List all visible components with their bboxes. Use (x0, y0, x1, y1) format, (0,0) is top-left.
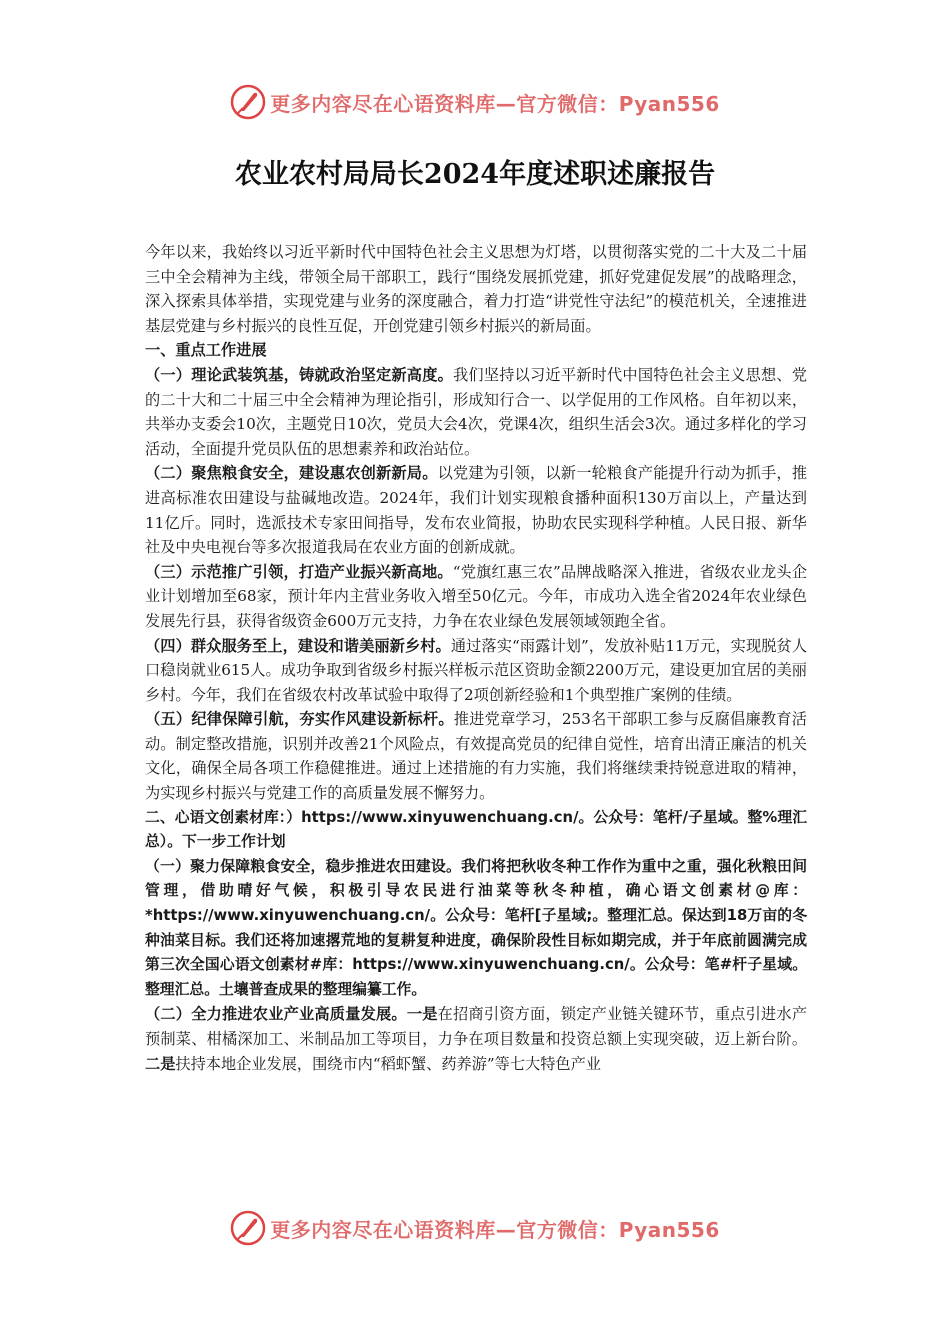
paragraph-7-keyword-2: 二是 (145, 1054, 176, 1073)
paragraph-2-body: 以党建为引领，以新一轮粮食产能提升行动为抓手，推进高标准农田建设与盐碱地改造。2024年，我们计划实现粮食播种面积130万亩以上，产量达到11亿斤。同时，选派技术专家田间指导，发布农业简报，协助农民实现科学种植。人民日报、新华社及中央电视台等多次报道我局在农业方面的创新成就。 (145, 464, 808, 557)
paragraph-4 (145, 634, 807, 708)
paragraph-1 (145, 363, 807, 461)
paragraph-5-body: 推进党章学习，253名干部职工参与反腐倡廉教育活动。制定整改措施，识别并改善21个风险点，有效提高党员的纪律自觉性，培育出清正廉洁的机关文化，确保全局各项工作稳健推进。通过上述措施的有力实施，我们将继续秉持锐意进取的精神，为实现乡村振兴与党建工作的高质量发展不懈努力。 (145, 710, 807, 803)
paragraph-7 (145, 1002, 807, 1076)
paragraph-5-heading: （五）纪律保障引航，夯实作风建设新标杆。 (145, 710, 454, 729)
watermark-text: 更多内容尽在心语资料库—官方微信：Pyan556 (270, 1217, 720, 1242)
paragraph-6: （一）聚力保障粮食安全，稳步推进农田建设。我们将把秋收冬种工作作为重中之重，强化秋粮田间管理，借助晴好气候，积极引导农民进行油菜等秋冬种植，确心语文创素材@库：*https://www.xinyuwenchuang.cn/。公众号：笔杆[子星域;。整理汇总。保达到18万亩的冬种油菜目标。我们还将加速撂荒地的复耕复种进度，确保阶段性目标如期完成，并于年底前圆满完成第三次全国心语文创素材#库：https://www.xinyuwenchuang.cn/。公众号：笔#杆子星域。整理汇总。土壤普查成果的整理编纂工作。 (145, 857, 807, 998)
paragraph-2-heading: （二）聚焦粮食安全，建设惠农创新新局。 (145, 464, 438, 483)
paragraph-3-body: “党旗红惠三农”品牌战略深入推进，省级农业龙头企业计划增加至68家，预计年内主营业务收入增至50亿元。今年，市成功入选全省2024年农业绿色发展先行县，获得省级资金600万元支持，力争在农业绿色发展领域领跑全省。 (145, 562, 808, 630)
section-heading-2: 二、心语文创素材库：）https://www.xinyuwenchuang.cn/。公众号：笔杆/子星域。整%理汇总）。下一步工作计划 (145, 808, 807, 851)
paragraph-4-heading: （四）群众服务至上，建设和谐美丽新乡村。 (145, 636, 451, 655)
paragraph-7-body-1: 在招商引资方面，锁定产业链关键环节，重点引进水产预制菜、柑橘深加工、米制品加工等项目，力争在项目数量和投资总额上实现突破，迈上新台阶。 (145, 1005, 808, 1048)
paragraph-1-heading: （一）理论武装筑基，铸就政治坚定新高度。 (145, 365, 454, 384)
document-title: 农业农村局局长2024年度述职述廉报告 (234, 159, 716, 190)
paragraph-3 (145, 560, 807, 634)
paragraph-7-keyword-1: 一是 (406, 1005, 438, 1024)
document-body (145, 240, 807, 1076)
paragraph-7-body-2: 扶持本地企业发展，围绕市内“稻虾蟹、药养游”等七大特色产业 (175, 1054, 601, 1073)
quill-logo-icon (230, 1210, 266, 1246)
watermark-text: 更多内容尽在心语资料库—官方微信：Pyan556 (270, 91, 720, 116)
paragraph-2 (145, 461, 807, 559)
section-heading-1: 一、重点工作进展 (145, 341, 267, 360)
quill-logo-icon (230, 84, 266, 120)
paragraph-5 (145, 707, 807, 805)
header-watermark-banner (0, 82, 950, 122)
footer-watermark-banner (0, 1208, 950, 1248)
intro-paragraph: 今年以来，我始终以习近平新时代中国特色社会主义思想为灯塔，以贯彻落实党的二十大及二十届三中全会精神为主线，带领全局干部职工，践行“围绕发展抓党建，抓好党建促发展”的战略理念，深入探索具体举措，实现党建与业务的深度融合，着力打造“讲党性守法纪”的模范机关，全速推进基层党建与乡村振兴的良性互促，开创党建引领乡村振兴的新局面。 (145, 243, 807, 335)
paragraph-7-heading: （二）全力推进农业产业高质量发展。 (145, 1005, 407, 1024)
paragraph-3-heading: （三）示范推广引领，打造产业振兴新高地。 (145, 562, 453, 581)
paragraph-4-body: 通过落实“雨露计划”，发放补贴11万元，实现脱贫人口稳岗就业615人。成功争取到省级乡村振兴样板示范区资助金额2200万元，建设更加宜居的美丽乡村。今年，我们在省级农村改革试验中取得了2项创新经验和1个典型推广案例的佳绩。 (145, 636, 808, 704)
paragraph-1-body: 我们坚持以习近平新时代中国特色社会主义思想、党的二十大和二十届三中全会精神为理论指引，形成知行合一、以学促用的工作风格。自年初以来，共举办支委会10次，主题党日10次，党员大会4次，党课4次，组织生活会3次。通过多样化的学习活动，全面提升党员队伍的思想素养和政治站位。 (145, 365, 808, 458)
